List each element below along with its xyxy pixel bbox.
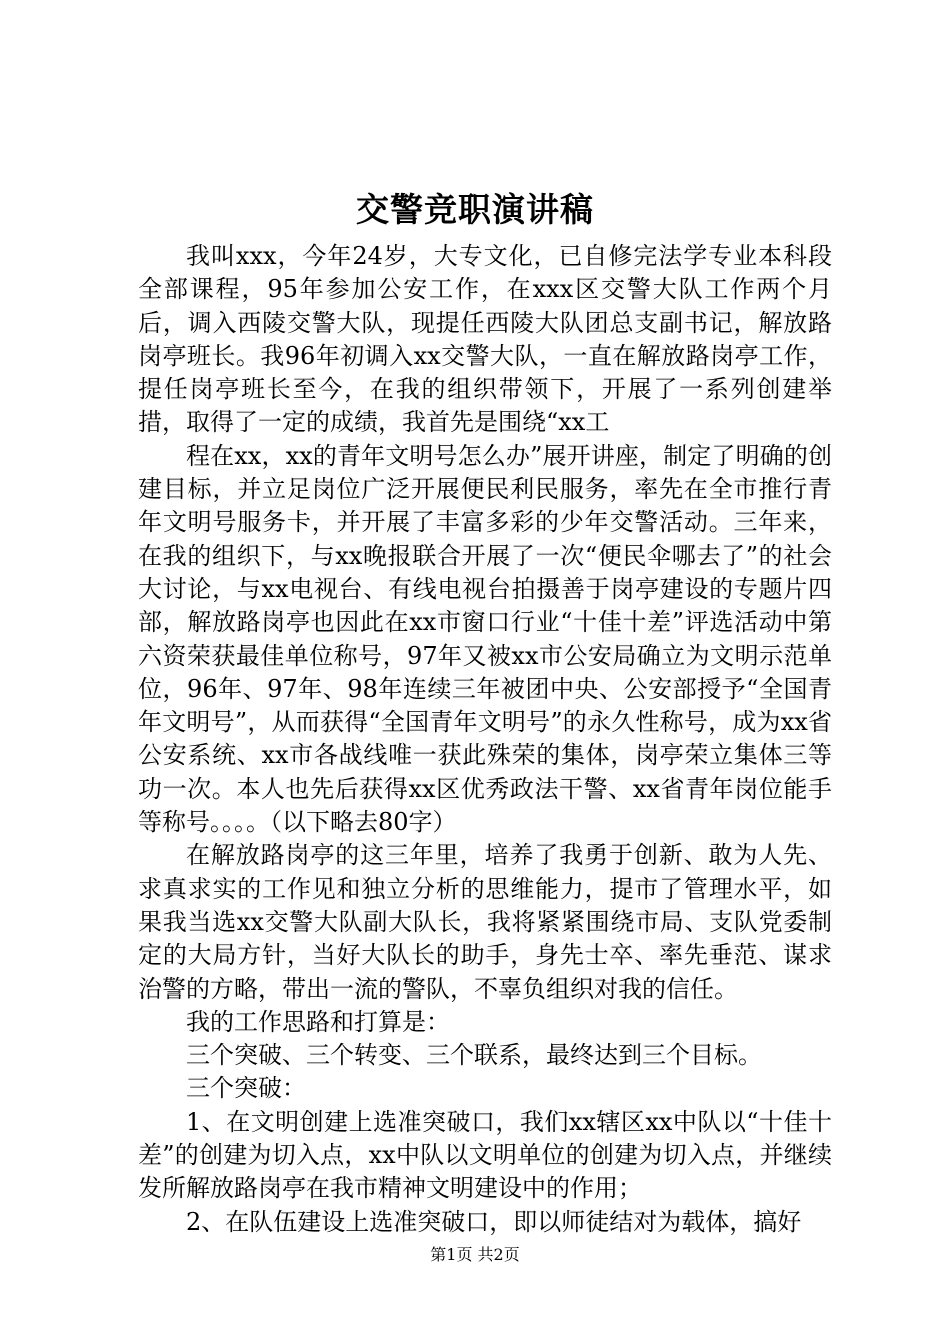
paragraph-achievements: 程在xx，xx的青年文明号怎么办”展开讲座，制定了明确的创建目标，并立足岗位广泛开展便民利民服务，率先在全市推行青年文明号服务卡，并开展了丰富多彩的少年交警活动。三年来，在我的组织下，与xx晚报联合开展了一次“便民伞哪去了”的社会大讨论，与xx电视台、有线电视台拍摄善于岗亭建设的专题片四部，解放路岗亭也因此在xx市窗口行业“十佳十差”评选活动中第六资荣获最佳单位称号，97年又被xx市公安局确立为文明示范单位，96年、97年、98年连续三年被团中央、公安部授予“全国青年文明号”，从而获得“全国青年文明号”的永久性称号，成为xx省公安系统、xx市各战线唯一获此殊荣的集体，岗亭荣立集体三等功一次。本人也先后获得xx区优秀政法干警、xx省青年岗位能手等称号。。。。（以下略去80字）: [138, 441, 832, 837]
paragraph-plan-summary: 三个突破、三个转变、三个联系，最终达到三个目标。: [186, 1041, 762, 1070]
paragraph-breakthroughs-heading: 三个突破：: [186, 1074, 306, 1103]
paragraph-abilities: 在解放路岗亭的这三年里，培养了我勇于创新、敢为人先、求真求实的工作见和独立分析的思维能力，提市了管理水平，如果我当选xx交警大队副大队长，我将紧紧围绕市局、支队党委制定的大局方针，当好大队长的助手，身先士卒、率先垂范、谋求治警的方略，带出一流的警队，不辜负组织对我的信任。: [138, 841, 832, 1003]
document-body: [138, 240, 832, 1239]
page-number-footer: 第1页 共2页: [430, 1245, 520, 1264]
paragraph-breakthrough-2: 2、在队伍建设上选准突破口，即以师徒结对为载体，搞好: [186, 1207, 802, 1236]
paragraph-breakthrough-1: 1、在文明创建上选准突破口，我们xx辖区xx中队以“十佳十差”的创建为切入点，xx中队以文明单位的创建为切入点，并继续发所解放路岗亭在我市精神文明建设中的作用；: [138, 1107, 832, 1203]
document-title: 交警竞职演讲稿: [356, 190, 594, 229]
paragraph-plan-intro: 我的工作思路和打算是：: [186, 1007, 450, 1036]
paragraph-intro: 我叫xxx，今年24岁，大专文化，已自修完法学专业本科段全部课程，95年参加公安工作，在xxx区交警大队工作两个月后，调入西陵交警大队，现提任西陵大队团总支副书记，解放路岗亭班长。我96年初调入xx交警大队，一直在解放路岗亭工作，提任岗亭班长至今，在我的组织带领下，开展了一系列创建举措，取得了一定的成绩，我首先是围绕“xx工: [138, 242, 832, 437]
